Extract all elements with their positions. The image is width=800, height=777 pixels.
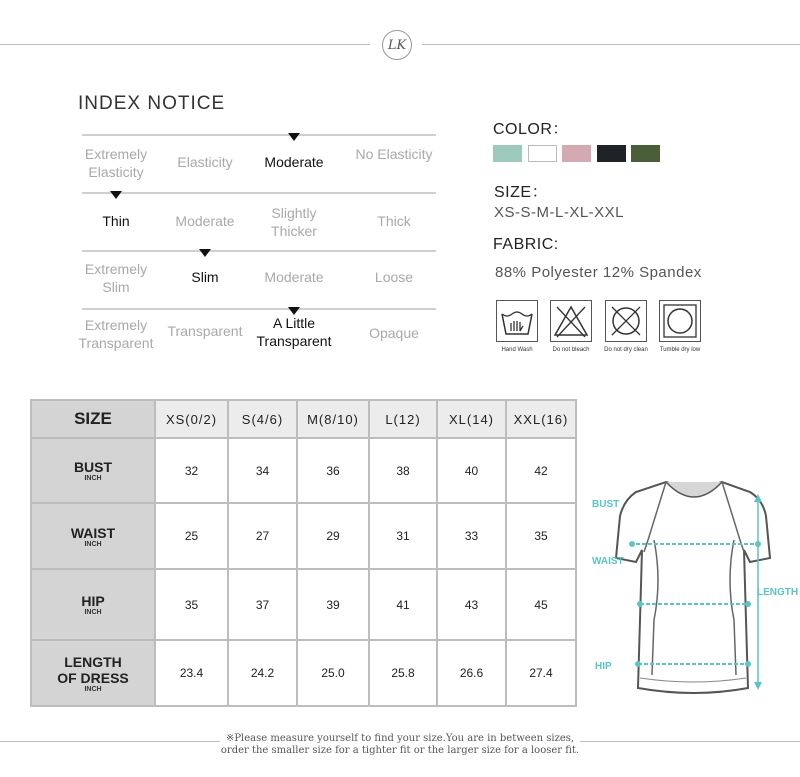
care-label-tumble-dry-low: Tumble dry low (659, 347, 701, 353)
index-option: Extremely Slim (84, 261, 148, 295)
row-label: WAIST (70, 524, 116, 541)
row-header-hip (31, 569, 155, 640)
table-cell: 42 (506, 438, 576, 503)
table-row (31, 438, 576, 503)
index-option: Extremely Elasticity (84, 146, 148, 180)
table-cell: 43 (437, 569, 506, 640)
index-option: Slightly Thicker (271, 205, 317, 239)
table-cell: 29 (297, 503, 369, 569)
row-unit: INCH (84, 475, 102, 482)
color-swatch[interactable] (493, 145, 522, 162)
care-label-hand-wash: Hand Wash (501, 347, 533, 353)
color-swatch[interactable] (597, 145, 626, 162)
table-cell: 40 (437, 438, 506, 503)
index-option: Transparent (167, 323, 243, 339)
size-col-xxl: XXL(16) (506, 400, 576, 438)
table-cell: 23.4 (155, 640, 228, 706)
index-row-divider (82, 134, 436, 136)
table-cell: 25 (155, 503, 228, 569)
table-cell: 39 (297, 569, 369, 640)
index-option: Thin (102, 213, 130, 229)
tumble-dry-low-icon (659, 300, 701, 342)
color-swatch[interactable] (562, 145, 591, 162)
color-label: COLOR： (493, 121, 569, 138)
color-swatch[interactable] (528, 145, 557, 162)
diagram-label-waist: WAIST (592, 556, 624, 567)
table-cell: 37 (228, 569, 297, 640)
row-unit: INCH (84, 685, 102, 693)
index-row-divider (82, 308, 436, 310)
table-cell: 33 (437, 503, 506, 569)
size-col-l: L(12) (369, 400, 437, 438)
table-cell: 27.4 (506, 640, 576, 706)
brand-logo: LK (382, 30, 412, 60)
table-cell: 38 (369, 438, 437, 503)
row-header-length (31, 640, 155, 706)
care-label-do-not-dry-clean: Do not dry clean (604, 347, 648, 353)
table-cell: 34 (228, 438, 297, 503)
index-row-divider (82, 250, 436, 252)
table-cell: 35 (506, 503, 576, 569)
size-col-s: S(4/6) (228, 400, 297, 438)
size-chart-header-row (31, 400, 576, 438)
table-cell: 26.6 (437, 640, 506, 706)
table-cell: 41 (369, 569, 437, 640)
index-option: Elasticity (177, 154, 233, 170)
table-cell: 31 (369, 503, 437, 569)
top-divider-left (0, 44, 370, 45)
selection-marker-icon (288, 133, 300, 141)
selection-marker-icon (199, 249, 211, 257)
index-option: A Little Transparent (256, 315, 332, 349)
table-cell: 35 (155, 569, 228, 640)
row-header-bust (31, 438, 155, 503)
row-header-waist (31, 503, 155, 569)
table-cell: 27 (228, 503, 297, 569)
index-option: No Elasticity (355, 146, 433, 162)
row-label: BUST (73, 459, 113, 475)
table-cell: 32 (155, 438, 228, 503)
index-notice-title: INDEX NOTICE (78, 93, 226, 114)
table-cell: 24.2 (228, 640, 297, 706)
size-label: SIZE： (494, 184, 549, 201)
row-unit: INCH (84, 540, 102, 548)
color-swatch[interactable] (631, 145, 660, 162)
size-col-xs: XS(0/2) (155, 400, 228, 438)
care-label-do-not-bleach: Do not bleach (552, 347, 590, 353)
table-row (31, 640, 576, 706)
size-col-m: M(8/10) (297, 400, 369, 438)
index-option: Moderate (264, 269, 324, 285)
row-unit: INCH (84, 609, 102, 616)
size-range: XS-S-M-L-XL-XXL (494, 204, 625, 221)
index-option: Thick (377, 213, 411, 229)
index-option: Slim (191, 269, 219, 285)
size-header-corner: SIZE (31, 400, 155, 438)
index-row-divider (82, 192, 436, 194)
table-cell: 45 (506, 569, 576, 640)
diagram-label-hip: HIP (595, 661, 612, 672)
row-label: LENGTH OF DRESS (57, 653, 129, 686)
table-row (31, 503, 576, 569)
fabric-label: FABRIC: (493, 236, 559, 253)
do-not-dry-clean-icon (605, 300, 647, 342)
fabric-composition: 88% Polyester 12% Spandex (495, 264, 702, 281)
index-option: Moderate (175, 213, 235, 229)
size-col-xl: XL(14) (437, 400, 506, 438)
size-chart-table (30, 399, 577, 707)
table-cell: 36 (297, 438, 369, 503)
diagram-label-length: LENGTH (757, 587, 799, 598)
index-option: Moderate (264, 154, 324, 170)
table-cell: 25.0 (297, 640, 369, 706)
table-row (31, 569, 576, 640)
hand-wash-icon (496, 300, 538, 342)
table-cell: 25.8 (369, 640, 437, 706)
index-option: Opaque (369, 325, 419, 341)
do-not-bleach-icon (550, 300, 592, 342)
row-label: HIP (81, 593, 105, 609)
top-divider-right (422, 44, 800, 45)
index-option: Loose (374, 269, 414, 285)
footer-fit-note: ※Please measure yourself to find your size.You are in between sizes, order the smaller size for a tighter fit or the larger size for a looser fit. (220, 733, 580, 756)
index-option: Extremely Transparent (78, 317, 154, 351)
diagram-label-bust: BUST (592, 499, 620, 510)
selection-marker-icon (110, 191, 122, 199)
